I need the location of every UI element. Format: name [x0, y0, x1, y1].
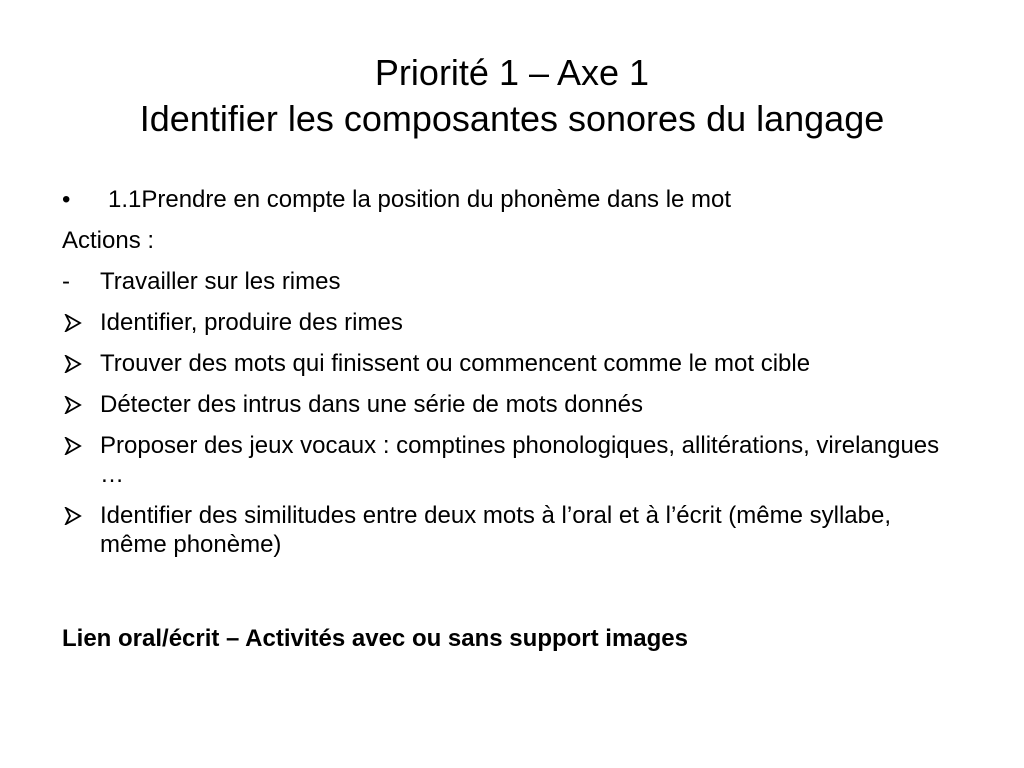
dash-marker: -: [62, 268, 70, 295]
arrow-item: [62, 501, 962, 559]
arrow-bullet-icon: [64, 437, 82, 455]
dash-text: Travailler sur les rimes: [100, 268, 341, 295]
arrow-bullet-icon: [64, 396, 82, 414]
arrow-item-text: Trouver des mots qui finissent ou commencent comme le mot cible: [100, 350, 811, 377]
bullet-marker: •: [62, 186, 71, 213]
arrow-bullet-icon: [64, 314, 82, 332]
arrow-item-text: Proposer des jeux vocaux : comptines phonologiques, allitérations, virelangues …: [100, 432, 940, 488]
arrow-bullet-icon: [64, 355, 82, 373]
bullet-text: 1.1Prendre en compte la position du phonème dans le mot: [108, 186, 732, 213]
bullet-item: [62, 185, 962, 214]
arrow-item: [62, 308, 962, 337]
arrow-item: [62, 349, 962, 378]
arrow-item-text: Détecter des intrus dans une série de mots donnés: [100, 391, 643, 418]
actions-label-row: [62, 226, 962, 255]
actions-label: Actions :: [62, 227, 155, 254]
arrow-item: [62, 431, 962, 489]
title-line-1: Priorité 1 – Axe 1: [374, 52, 650, 93]
slide-title: [0, 50, 1024, 142]
arrow-item-text: Identifier, produire des rimes: [100, 309, 403, 336]
dash-item: [62, 267, 962, 296]
footer-note: Lien oral/écrit – Activités avec ou sans support images: [62, 625, 689, 652]
arrow-item: [62, 390, 962, 419]
arrow-item-text: Identifier des similitudes entre deux mots à l’oral et à l’écrit (même syllabe, même phonème): [100, 502, 891, 558]
slide-content: [62, 185, 962, 571]
arrow-bullet-icon: [64, 507, 82, 525]
title-line-2: Identifier les composantes sonores du langage: [139, 98, 885, 139]
